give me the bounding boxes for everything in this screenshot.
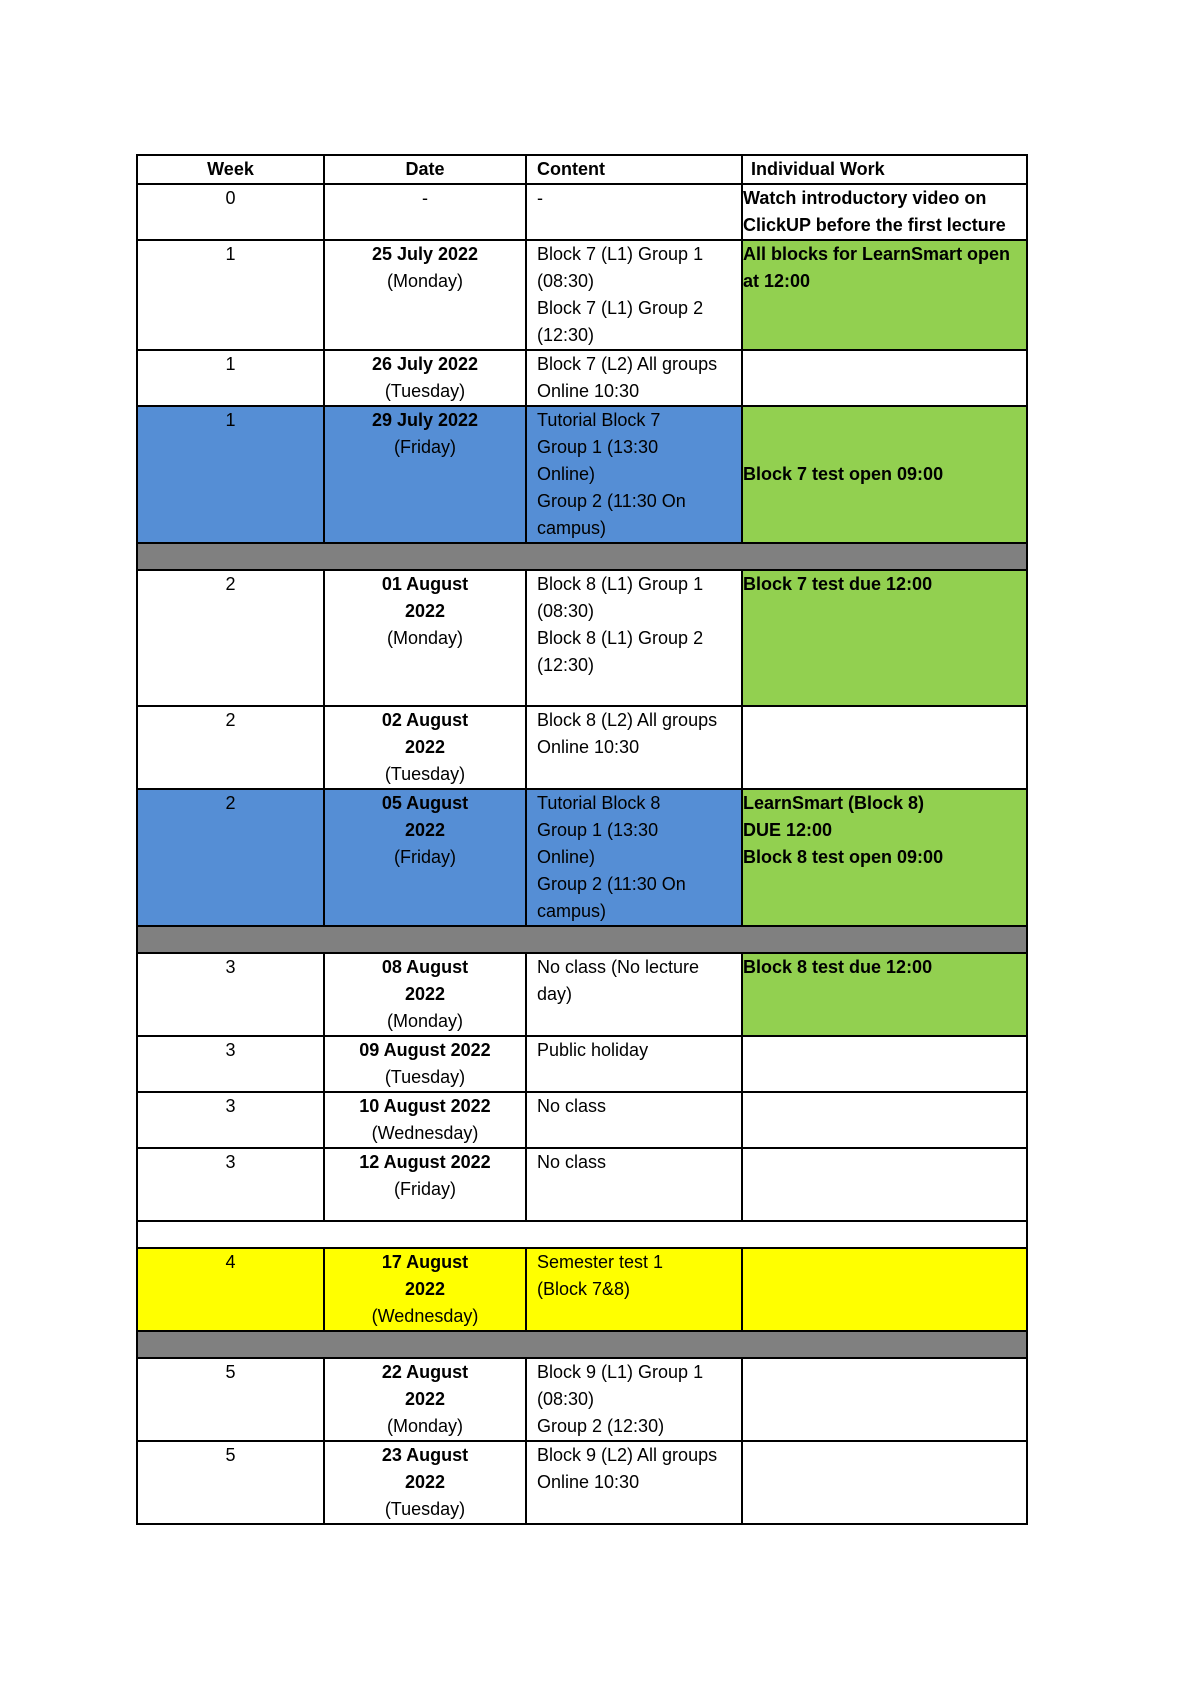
work-cell <box>742 1148 1027 1221</box>
work-cell <box>742 570 1027 706</box>
content-line: Online 10:30 <box>537 381 640 401</box>
day-text: (Wednesday) <box>371 1306 479 1326</box>
content-line: No class <box>537 1096 607 1116</box>
content-cell <box>526 406 742 543</box>
date-year: 2022 <box>404 1389 446 1409</box>
content-line: Online) <box>537 464 596 484</box>
week-cell: 4 <box>137 1248 324 1331</box>
date-text: 02 August <box>381 710 469 730</box>
week-cell: 2 <box>137 570 324 706</box>
date-cell <box>324 706 526 789</box>
week-cell: 3 <box>137 1092 324 1148</box>
content-line: Block 8 (L1) Group 1 <box>537 574 704 594</box>
week-cell: 1 <box>137 406 324 543</box>
content-line: (08:30) <box>537 1389 595 1409</box>
date-year: 2022 <box>404 737 446 757</box>
day-text: (Friday) <box>394 437 456 457</box>
week-cell: 1 <box>137 350 324 406</box>
work-cell <box>742 953 1027 1036</box>
date-cell <box>324 240 526 350</box>
content-line: Online) <box>537 847 596 867</box>
content-line: Tutorial Block 7 <box>537 410 661 430</box>
table-row <box>137 1248 1027 1331</box>
day-text: (Tuesday) <box>384 1067 466 1087</box>
date-text: - <box>422 188 428 208</box>
header-individual-work: Individual Work <box>742 155 1027 184</box>
day-text: (Tuesday) <box>384 764 466 784</box>
content-line: Group 1 (13:30 <box>537 437 659 457</box>
content-line: Online 10:30 <box>537 1472 640 1492</box>
table-row <box>137 1358 1027 1441</box>
table-row <box>137 570 1027 706</box>
content-cell <box>526 1441 742 1524</box>
day-text: (Monday) <box>386 1011 464 1031</box>
date-cell <box>324 1148 526 1221</box>
content-line: Group 2 (11:30 On <box>537 874 686 894</box>
table-row <box>137 1148 1027 1221</box>
content-line: (Block 7&8) <box>537 1279 631 1299</box>
date-text: 26 July 2022 <box>371 354 479 374</box>
date-text: 01 August <box>381 574 469 594</box>
day-text: (Friday) <box>394 847 456 867</box>
date-cell <box>324 1248 526 1331</box>
header-row <box>137 155 1027 184</box>
day-text: (Monday) <box>386 628 464 648</box>
content-line: Block 8 (L2) All groups <box>537 710 718 730</box>
work-line: ClickUP before the first lecture <box>743 215 1006 235</box>
date-text: 09 August 2022 <box>359 1040 491 1060</box>
content-line: Online 10:30 <box>537 737 640 757</box>
day-text: (Monday) <box>386 1416 464 1436</box>
content-cell <box>526 789 742 926</box>
work-cell <box>742 706 1027 789</box>
date-year: 2022 <box>404 1279 446 1299</box>
date-text: 17 August <box>381 1252 469 1272</box>
table-row <box>137 706 1027 789</box>
work-line: Block 8 test due 12:00 <box>743 957 933 977</box>
header-date: Date <box>324 155 526 184</box>
date-text: 12 August 2022 <box>359 1152 491 1172</box>
table-row <box>137 1036 1027 1092</box>
separator-row <box>137 1331 1027 1358</box>
work-cell <box>742 789 1027 926</box>
content-line: Group 2 (12:30) <box>537 1416 665 1436</box>
date-cell <box>324 184 526 240</box>
table-row <box>137 406 1027 543</box>
content-line: Public holiday <box>537 1040 649 1060</box>
date-text: 23 August <box>381 1445 469 1465</box>
work-line: Watch introductory video on <box>743 188 987 208</box>
content-line: - <box>537 188 543 208</box>
content-cell <box>526 1092 742 1148</box>
content-line: Block 8 (L1) Group 2 <box>537 628 704 648</box>
content-line: (12:30) <box>537 655 595 675</box>
work-cell <box>742 184 1027 240</box>
content-cell <box>526 953 742 1036</box>
week-cell: 2 <box>137 789 324 926</box>
work-line: DUE 12:00 <box>743 820 833 840</box>
week-cell: 0 <box>137 184 324 240</box>
schedule-table <box>136 154 1028 1525</box>
content-cell <box>526 184 742 240</box>
table-row <box>137 789 1027 926</box>
work-line: Block 8 test open 09:00 <box>743 847 944 867</box>
separator-row <box>137 1221 1027 1248</box>
content-line: day) <box>537 984 573 1004</box>
table-row <box>137 1441 1027 1524</box>
date-text: 22 August <box>381 1362 469 1382</box>
table-row <box>137 184 1027 240</box>
table-row <box>137 1092 1027 1148</box>
day-text: (Tuesday) <box>384 1499 466 1519</box>
content-line: Semester test 1 <box>537 1252 664 1272</box>
content-line: Group 1 (13:30 <box>537 820 659 840</box>
content-line: Block 7 (L1) Group 1 <box>537 244 704 264</box>
week-cell: 5 <box>137 1441 324 1524</box>
date-cell <box>324 406 526 543</box>
content-line: Block 9 (L1) Group 1 <box>537 1362 704 1382</box>
date-cell <box>324 1441 526 1524</box>
work-cell <box>742 350 1027 406</box>
day-text: (Friday) <box>394 1179 456 1199</box>
content-line: No class <box>537 1152 607 1172</box>
work-cell <box>742 1441 1027 1524</box>
content-line: Group 2 (11:30 On <box>537 491 686 511</box>
week-cell: 5 <box>137 1358 324 1441</box>
content-cell <box>526 1148 742 1221</box>
date-cell <box>324 953 526 1036</box>
work-cell <box>742 406 1027 543</box>
day-text: (Wednesday) <box>371 1123 479 1143</box>
day-text: (Tuesday) <box>384 381 466 401</box>
content-cell <box>526 240 742 350</box>
content-line: campus) <box>537 901 607 921</box>
date-text: 08 August <box>381 957 469 977</box>
content-cell <box>526 706 742 789</box>
date-text: 10 August 2022 <box>359 1096 491 1116</box>
content-cell <box>526 570 742 706</box>
date-text: 25 July 2022 <box>371 244 479 264</box>
separator-row <box>137 926 1027 953</box>
separator-row <box>137 543 1027 570</box>
date-cell <box>324 1358 526 1441</box>
content-line: (08:30) <box>537 271 595 291</box>
work-cell <box>742 1248 1027 1331</box>
date-year: 2022 <box>404 601 446 621</box>
work-cell <box>742 1092 1027 1148</box>
work-line: at 12:00 <box>743 271 811 291</box>
content-cell <box>526 1358 742 1441</box>
date-year: 2022 <box>404 820 446 840</box>
date-cell <box>324 1036 526 1092</box>
week-cell: 3 <box>137 1148 324 1221</box>
work-cell <box>742 1358 1027 1441</box>
work-line: All blocks for LearnSmart open <box>743 244 1011 264</box>
content-line: Block 7 (L1) Group 2 <box>537 298 704 318</box>
date-text: 05 August <box>381 793 469 813</box>
date-year: 2022 <box>404 1472 446 1492</box>
content-line: campus) <box>537 518 607 538</box>
day-text: (Monday) <box>386 271 464 291</box>
table-row <box>137 240 1027 350</box>
header-content: Content <box>526 155 742 184</box>
content-line: (08:30) <box>537 601 595 621</box>
content-cell <box>526 350 742 406</box>
work-line: Block 7 test due 12:00 <box>743 574 933 594</box>
content-line: No class (No lecture <box>537 957 700 977</box>
week-cell: 2 <box>137 706 324 789</box>
date-cell <box>324 350 526 406</box>
date-cell <box>324 570 526 706</box>
date-cell <box>324 789 526 926</box>
content-line: Block 9 (L2) All groups <box>537 1445 718 1465</box>
week-cell: 3 <box>137 1036 324 1092</box>
work-line: LearnSmart (Block 8) <box>743 793 925 813</box>
work-line: Block 7 test open 09:00 <box>743 464 944 484</box>
work-cell <box>742 240 1027 350</box>
date-text: 29 July 2022 <box>371 410 479 430</box>
content-cell <box>526 1036 742 1092</box>
content-cell <box>526 1248 742 1331</box>
week-cell: 1 <box>137 240 324 350</box>
date-year: 2022 <box>404 984 446 1004</box>
table-row <box>137 953 1027 1036</box>
date-cell <box>324 1092 526 1148</box>
content-line: (12:30) <box>537 325 595 345</box>
week-cell: 3 <box>137 953 324 1036</box>
work-cell <box>742 1036 1027 1092</box>
content-line: Block 7 (L2) All groups <box>537 354 718 374</box>
content-line: Tutorial Block 8 <box>537 793 661 813</box>
table-row <box>137 350 1027 406</box>
header-week: Week <box>137 155 324 184</box>
